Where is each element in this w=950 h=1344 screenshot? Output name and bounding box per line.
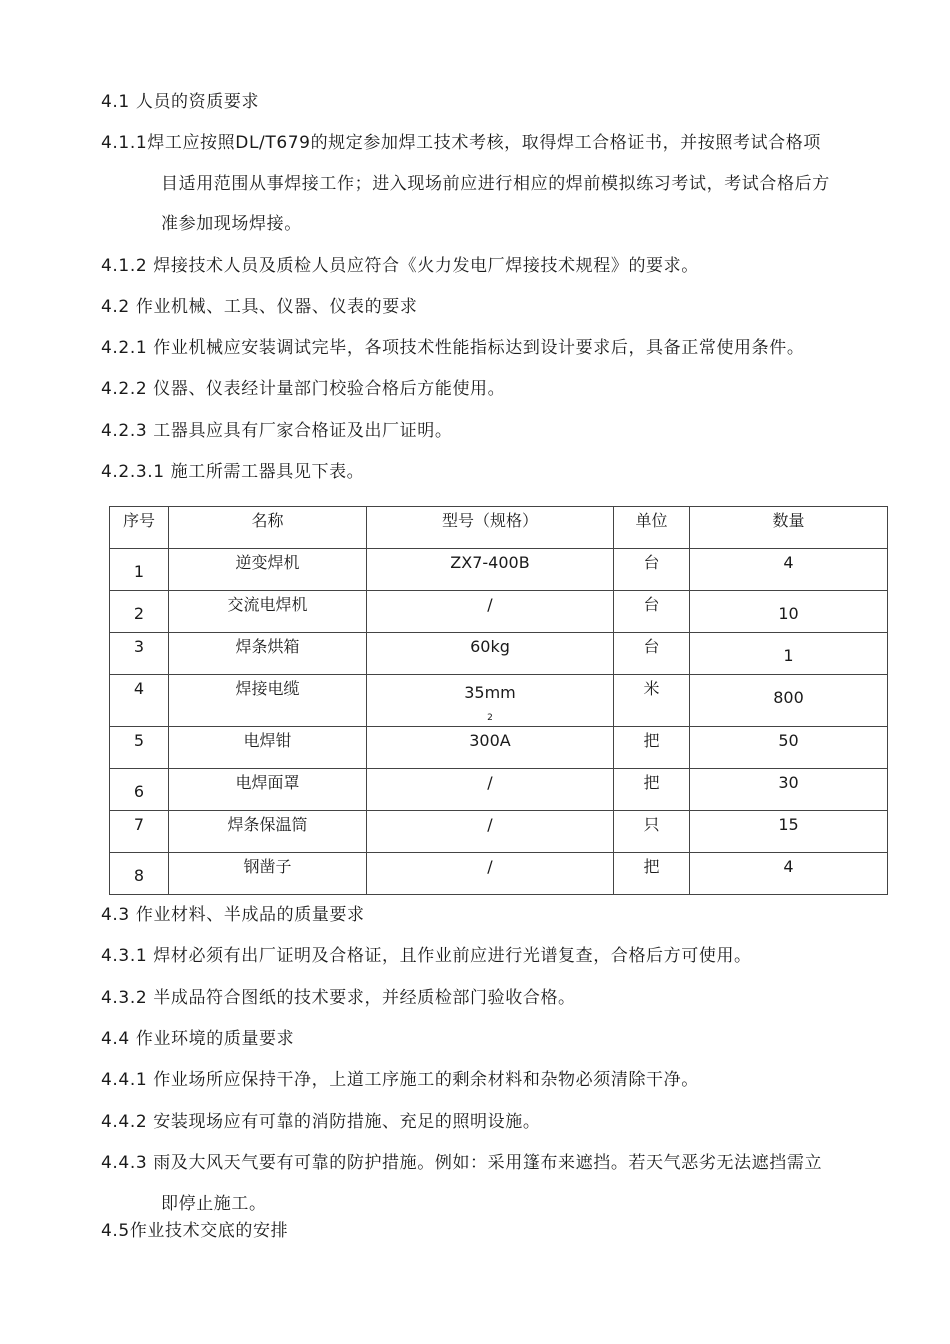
table-row [110,811,888,853]
section-4-5-heading: 4.5作业技术交底的安排 [101,1221,289,1241]
table-row [110,727,888,769]
cell-index: 1 [110,549,169,591]
table-row [110,769,888,811]
paragraph-4-1-1-line1: 4.1.1焊工应按照DL/T679的规定参加焊工技术考核，取得焊工合格证书，并按照考试合格项 [101,133,821,153]
paragraph-4-1-1-line3: 准参加现场焊接。 [161,214,302,234]
cell-name: 交流电焊机 [169,591,367,633]
cell-unit: 米 [614,675,690,727]
cell-spec: / [367,591,614,633]
cell-name: 电焊面罩 [169,769,367,811]
cell-qty: 800 [690,675,888,727]
paragraph-4-1-2: 4.1.2 焊接技术人员及质检人员应符合《火力发电厂焊接技术规程》的要求。 [101,256,699,276]
cell-index: 2 [110,591,169,633]
paragraph-4-4-3-line2: 即停止施工。 [161,1194,267,1214]
cell-qty: 10 [690,591,888,633]
header-index: 序号 [110,507,169,549]
cell-unit: 台 [614,633,690,675]
paragraph-4-4-3-line1: 4.4.3 雨及大风天气要有可靠的防护措施。例如：采用篷布来遮挡。若天气恶劣无法遮挡需立 [101,1153,823,1173]
table-row [110,675,888,727]
section-4-1-heading: 4.1 人员的资质要求 [101,92,260,112]
cell-qty: 50 [690,727,888,769]
table-header-row [110,507,888,549]
cell-spec: 35mm $_2$ [367,675,614,727]
cell-unit: 只 [614,811,690,853]
cell-name: 焊接电缆 [169,675,367,727]
cell-unit: 把 [614,769,690,811]
cell-name: 逆变焊机 [169,549,367,591]
cell-name: 焊条烘箱 [169,633,367,675]
table-row [110,591,888,633]
paragraph-4-4-1: 4.4.1 作业场所应保持干净，上道工序施工的剩余材料和杂物必须清除干净。 [101,1070,699,1090]
paragraph-4-2-2: 4.2.2 仪器、仪表经计量部门校验合格后方能使用。 [101,379,506,399]
cell-index: 8 [110,853,169,895]
cell-index: 5 [110,727,169,769]
cell-name: 焊条保温筒 [169,811,367,853]
table-row [110,549,888,591]
cell-unit: 台 [614,591,690,633]
cell-unit: 把 [614,727,690,769]
paragraph-4-3-1: 4.3.1 焊材必须有出厂证明及合格证，且作业前应进行光谱复查，合格后方可使用。 [101,946,752,966]
cell-spec: / [367,853,614,895]
cell-qty: 1 [690,633,888,675]
cell-qty: 15 [690,811,888,853]
cell-spec: / [367,811,614,853]
cell-spec: 60kg [367,633,614,675]
cell-index: 3 [110,633,169,675]
section-4-2-heading: 4.2 作业机械、工具、仪器、仪表的要求 [101,297,418,317]
cell-spec: ZX7-400B [367,549,614,591]
cell-qty: 4 [690,853,888,895]
section-4-3-heading: 4.3 作业材料、半成品的质量要求 [101,905,365,925]
cell-qty: 30 [690,769,888,811]
cell-unit: 台 [614,549,690,591]
table-row [110,633,888,675]
section-4-4-heading: 4.4 作业环境的质量要求 [101,1029,295,1049]
cell-unit: 把 [614,853,690,895]
header-spec: 型号（规格） [367,507,614,549]
paragraph-4-1-1-line2: 目适用范围从事焊接工作；进入现场前应进行相应的焊前模拟练习考试，考试合格后方 [161,174,830,194]
paragraph-4-2-3: 4.2.3 工器具应具有厂家合格证及出厂证明。 [101,421,453,441]
cell-spec: / [367,769,614,811]
paragraph-4-2-3-1: 4.2.3.1 施工所需工器具见下表。 [101,462,365,482]
paragraph-4-2-1: 4.2.1 作业机械应安装调试完毕，各项技术性能指标达到设计要求后，具备正常使用条件。 [101,338,805,358]
header-qty: 数量 [690,507,888,549]
cell-name: 钢凿子 [169,853,367,895]
table-row [110,853,888,895]
tools-table [109,506,888,895]
cell-index: 6 [110,769,169,811]
cell-qty: 4 [690,549,888,591]
paragraph-4-3-2: 4.3.2 半成品符合图纸的技术要求，并经质检部门验收合格。 [101,988,576,1008]
cell-index: 7 [110,811,169,853]
header-unit: 单位 [614,507,690,549]
header-name: 名称 [169,507,367,549]
paragraph-4-4-2: 4.4.2 安装现场应有可靠的消防措施、充足的照明设施。 [101,1112,541,1132]
cell-name: 电焊钳 [169,727,367,769]
cell-spec: 300A [367,727,614,769]
cell-index: 4 [110,675,169,727]
